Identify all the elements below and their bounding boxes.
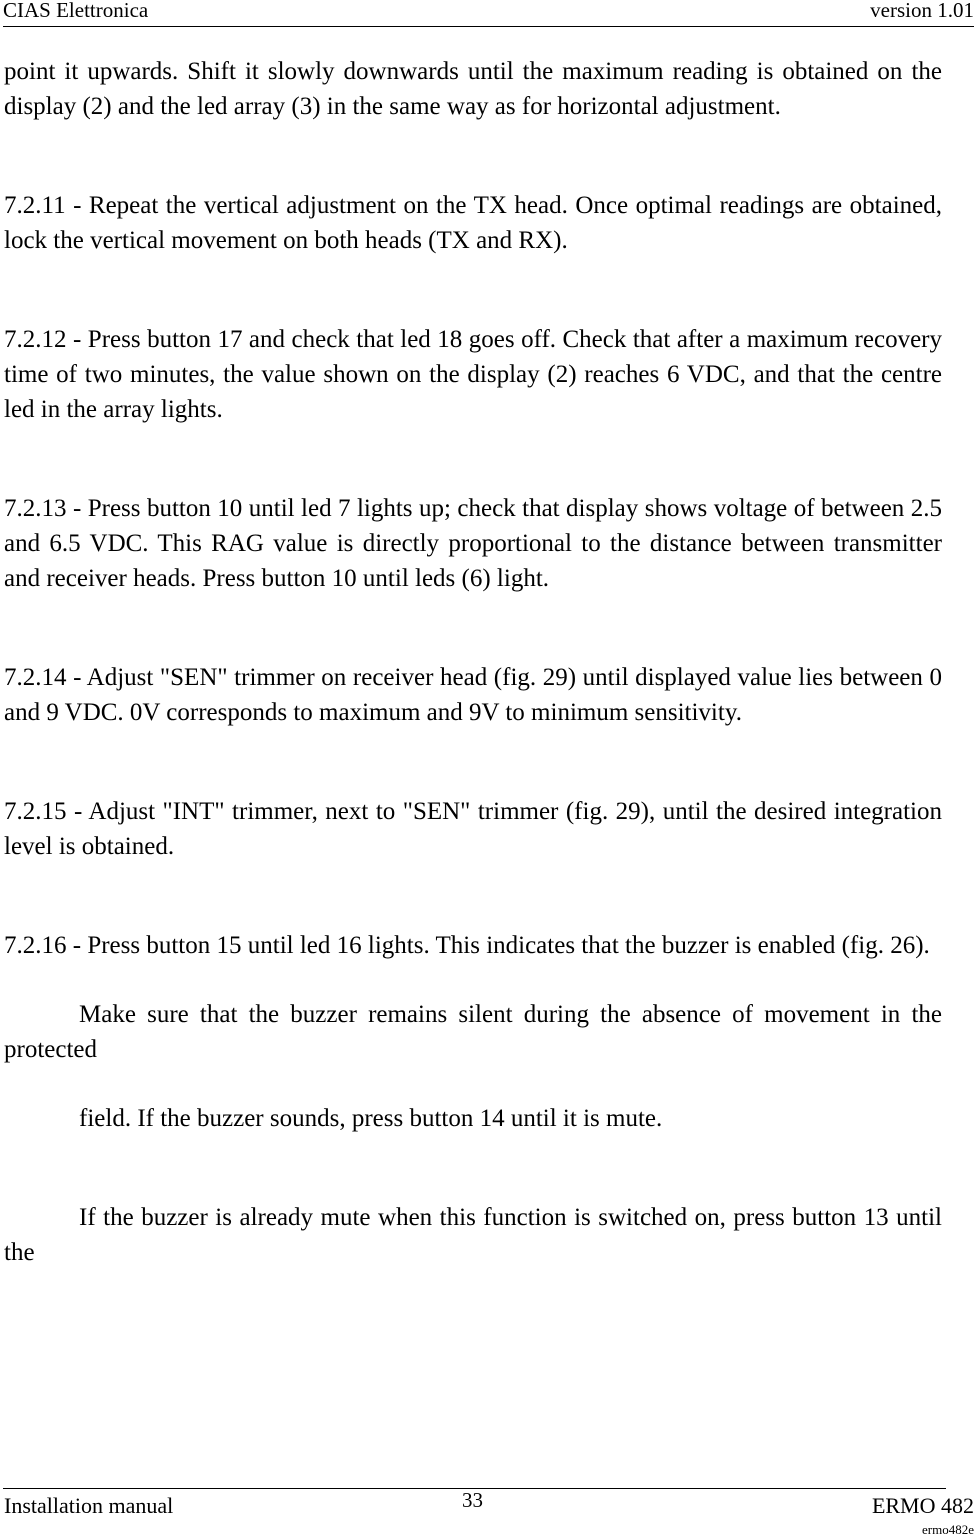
paragraph-7-2-11: 7.2.11 - Repeat the vertical adjustment on the TX head. Once optimal readings are obtained, lock the vertical movement on both heads (TX and RX). — [4, 192, 942, 254]
paragraph-7-2-13: 7.2.13 - Press button 10 until led 7 lights up; check that display shows voltage of between 2.5 and 6.5 VDC. This RAG value is directly proportional to the distance between transmitter and receiver heads. Press button 10 until leds (6) light. — [4, 495, 942, 592]
document-body — [4, 54, 942, 1270]
paragraph-continuation: point it upwards. Shift it slowly downwards until the maximum reading is obtained on the display (2) and the led array (3) in the same way as for horizontal adjustment. — [4, 58, 942, 120]
footer-code: ermo482e — [922, 1522, 974, 1537]
paragraph-buzzer-silent: Make sure that the buzzer remains silent during the absence of movement in the protected — [4, 1001, 942, 1063]
page-number: 33 — [462, 1488, 483, 1512]
paragraph-buzzer-mute: field. If the buzzer sounds, press button 14 until it is mute. — [79, 1105, 663, 1132]
paragraph-buzzer-already-mute: If the buzzer is already mute when this function is switched on, press button 13 until the — [4, 1204, 942, 1266]
footer-doc-type: Installation manual — [4, 1493, 174, 1518]
footer-product: ERMO 482 — [871, 1493, 974, 1518]
header-company: CIAS Elettronica — [3, 0, 149, 22]
paragraph-7-2-16: 7.2.16 - Press button 15 until led 16 lights. This indicates that the buzzer is enabled (fig. 26). — [4, 932, 930, 959]
paragraph-7-2-14: 7.2.14 - Adjust "SEN" trimmer on receiver head (fig. 29) until displayed value lies between 0 and 9 VDC. 0V corresponds to maximum and 9V to minimum sensitivity. — [4, 664, 942, 726]
paragraph-7-2-15: 7.2.15 - Adjust "INT" trimmer, next to "SEN" trimmer (fig. 29), until the desired integration level is obtained. — [4, 798, 942, 860]
page-header — [3, 0, 974, 27]
paragraph-7-2-12: 7.2.12 - Press button 17 and check that led 18 goes off. Check that after a maximum recovery time of two minutes, the value shown on the display (2) reaches 6 VDC, and that the centre led in the array lights. — [4, 326, 942, 423]
header-version: version 1.01 — [870, 0, 974, 22]
